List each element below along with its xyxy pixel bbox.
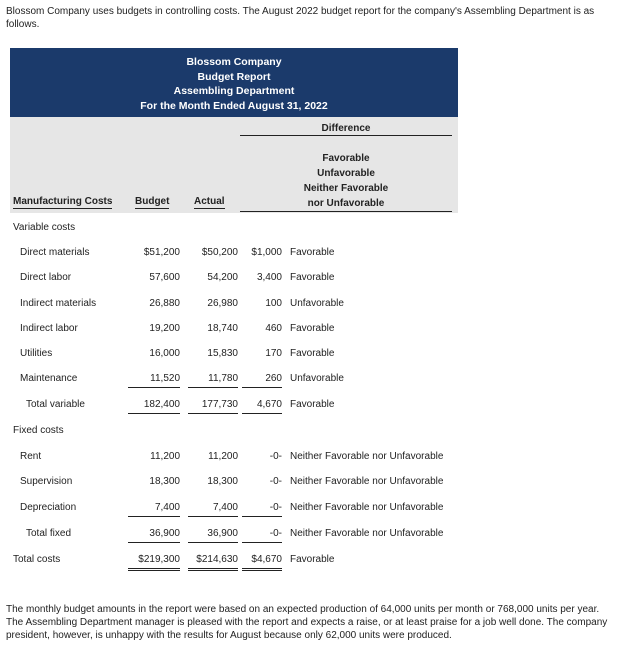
budget-value: 26,880 bbox=[149, 298, 180, 309]
table-row bbox=[10, 245, 610, 261]
col-manufacturing-costs: Manufacturing Costs bbox=[13, 196, 113, 207]
actual-value: 177,730 bbox=[188, 397, 238, 414]
row-label: Total variable bbox=[26, 399, 85, 410]
budget-value: 182,400 bbox=[128, 397, 180, 414]
report-header bbox=[10, 48, 458, 117]
actual-value: 18,740 bbox=[207, 323, 238, 334]
table-row bbox=[10, 321, 610, 337]
row-label: Total costs bbox=[13, 554, 61, 565]
actual-value: 11,200 bbox=[208, 451, 238, 462]
table-row bbox=[10, 449, 610, 465]
difference-value: -0- bbox=[269, 476, 282, 487]
total-costs-row bbox=[10, 552, 610, 568]
difference-status: Favorable bbox=[290, 399, 335, 410]
column-header-band bbox=[10, 117, 458, 213]
difference-value: 460 bbox=[265, 323, 282, 334]
budget-value: 36,900 bbox=[128, 526, 180, 543]
fixed-costs-label: Fixed costs bbox=[13, 425, 64, 436]
actual-value: 11,780 bbox=[188, 371, 238, 388]
report-period: For the Month Ended August 31, 2022 bbox=[140, 99, 328, 112]
row-label: Utilities bbox=[20, 348, 53, 359]
variable-costs-label: Variable costs bbox=[13, 222, 76, 233]
difference-value: 100 bbox=[265, 298, 282, 309]
difference-value: $4,670 bbox=[242, 552, 282, 571]
difference-status: Favorable bbox=[290, 272, 335, 283]
variable-costs-heading bbox=[10, 220, 610, 236]
total-variable-row bbox=[10, 397, 610, 413]
row-label: Direct labor bbox=[20, 272, 72, 283]
difference-value: $1,000 bbox=[251, 247, 282, 258]
table-row bbox=[10, 371, 610, 387]
budget-value: $51,200 bbox=[143, 247, 180, 258]
table-row bbox=[10, 500, 610, 516]
difference-value: 260 bbox=[242, 371, 282, 388]
diff-sub-nor: nor Unfavorable bbox=[307, 198, 385, 209]
actual-value: 18,300 bbox=[207, 476, 238, 487]
diff-sub-neither: Neither Favorable bbox=[303, 183, 389, 194]
budget-value: 16,000 bbox=[149, 348, 180, 359]
difference-status: Unfavorable bbox=[290, 373, 344, 384]
row-label: Total fixed bbox=[26, 528, 72, 539]
table-row bbox=[10, 474, 610, 490]
difference-subheader bbox=[240, 151, 452, 211]
actual-value: 54,200 bbox=[207, 272, 238, 283]
budget-value: 18,300 bbox=[149, 476, 180, 487]
budget-report bbox=[10, 48, 458, 213]
actual-value: $214,630 bbox=[188, 552, 238, 571]
table-row bbox=[10, 346, 610, 362]
row-label: Depreciation bbox=[20, 502, 77, 513]
diff-sub-favorable: Favorable bbox=[322, 153, 370, 164]
company-name: Blossom Company bbox=[186, 56, 282, 68]
budget-value: 11,520 bbox=[128, 371, 180, 388]
difference-value: -0- bbox=[242, 526, 282, 543]
row-label: Supervision bbox=[20, 476, 73, 487]
difference-value: 3,400 bbox=[256, 272, 282, 283]
budget-value: 57,600 bbox=[149, 272, 180, 283]
department-name: Assembling Department bbox=[173, 85, 295, 97]
difference-status: Neither Favorable nor Unfavorable bbox=[290, 451, 444, 462]
difference-value: 170 bbox=[265, 348, 282, 359]
difference-underline bbox=[240, 211, 452, 212]
outro-paragraph: The monthly budget amounts in the report were based on an expected production of 64,000 units per month or 768,000 units per year. The Assembling Department manager is pleased with the report and expects a raise, or at least praise for a job well done. The company president, however, is unhappy with the results for August because only 62,000 units were produced. bbox=[6, 604, 608, 641]
col-budget: Budget bbox=[135, 196, 170, 207]
row-label: Direct materials bbox=[20, 247, 90, 258]
actual-value: 15,830 bbox=[207, 348, 238, 359]
report-rows bbox=[10, 214, 610, 594]
total-fixed-row bbox=[10, 526, 610, 542]
difference-value: -0- bbox=[242, 500, 282, 517]
fixed-costs-heading bbox=[10, 423, 610, 439]
budget-value: 19,200 bbox=[149, 323, 180, 334]
difference-status: Favorable bbox=[290, 323, 335, 334]
actual-value: 26,980 bbox=[207, 298, 238, 309]
diff-sub-unfavorable: Unfavorable bbox=[317, 168, 375, 179]
actual-value: $50,200 bbox=[201, 247, 238, 258]
difference-status: Favorable bbox=[290, 348, 335, 359]
difference-status: Neither Favorable nor Unfavorable bbox=[290, 528, 444, 539]
budget-value: 7,400 bbox=[128, 500, 180, 517]
difference-status: Favorable bbox=[290, 554, 335, 565]
difference-status: Neither Favorable nor Unfavorable bbox=[290, 476, 444, 487]
col-actual: Actual bbox=[194, 196, 225, 207]
row-label: Rent bbox=[20, 451, 42, 462]
table-row bbox=[10, 296, 610, 312]
difference-title: Difference bbox=[240, 123, 452, 136]
actual-value: 36,900 bbox=[188, 526, 238, 543]
row-label: Indirect labor bbox=[20, 323, 78, 334]
difference-value: -0- bbox=[269, 451, 282, 462]
budget-value: $219,300 bbox=[128, 552, 180, 571]
budget-value: 11,200 bbox=[150, 451, 180, 462]
report-title: Budget Report bbox=[197, 70, 271, 83]
difference-value: 4,670 bbox=[242, 397, 282, 414]
difference-status: Neither Favorable nor Unfavorable bbox=[290, 502, 444, 513]
row-label: Indirect materials bbox=[20, 298, 97, 309]
difference-status: Favorable bbox=[290, 247, 335, 258]
table-row bbox=[10, 270, 610, 286]
difference-status: Unfavorable bbox=[290, 298, 344, 309]
actual-value: 7,400 bbox=[188, 500, 238, 517]
intro-paragraph: Blossom Company uses budgets in controlling costs. The August 2022 budget report for the company's Assembling Department is as follows. bbox=[6, 6, 595, 30]
row-label: Maintenance bbox=[20, 373, 78, 384]
